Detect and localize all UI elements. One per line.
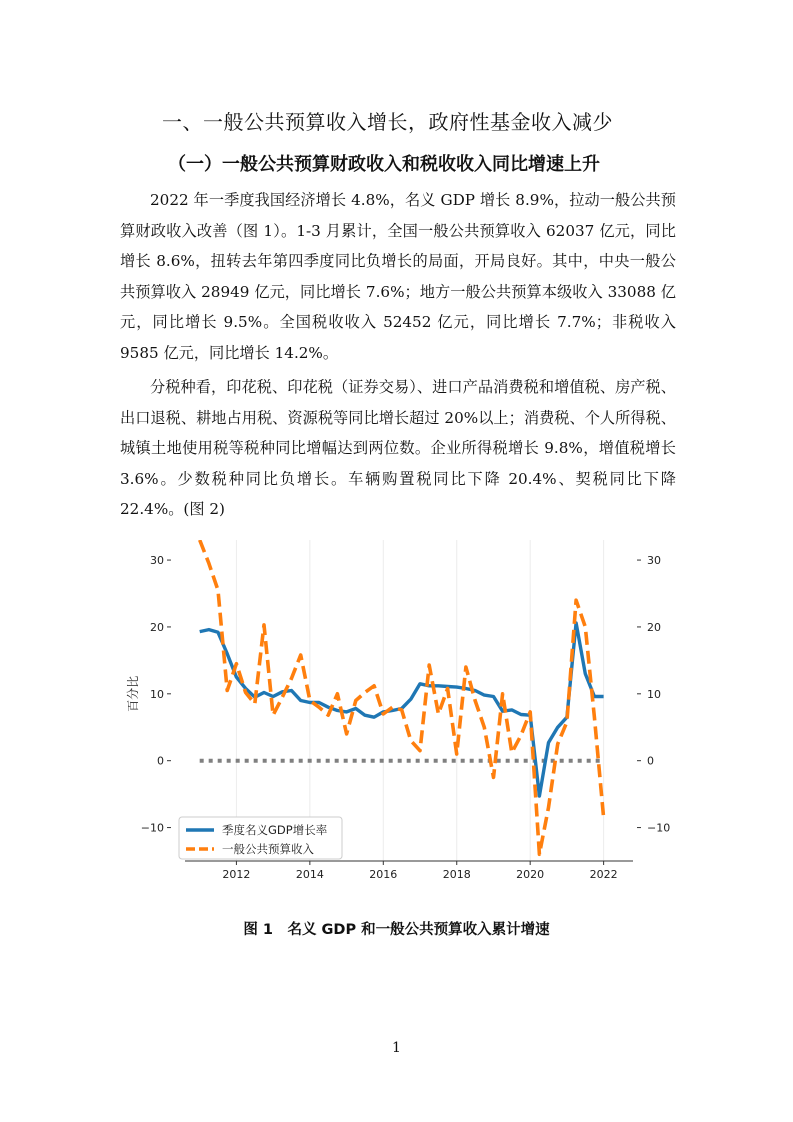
paragraph-gdp-revenue: 2022 年一季度我国经济增长 4.8%，名义 GDP 增长 8.9%，拉动一般公共预算财政收入改善（图 1）。1-3 月累计，全国一般公共预算收入 62037 亿元，同比增长 8.6%，扭转去年第四季度同比负增长的局面，开局良好。其中，中央一般公共预算收入 28949 亿元，同比增长 7.6%；地方一般公共预算本级收入 33088 亿元，同比增长 9.5%。全国税收收入 52452 亿元，同比增长 7.7%；非税收入 9585 亿元，同比增长 14.2%。: [120, 191, 676, 362]
y-tick-label-right: 30: [647, 554, 661, 568]
section-title: 一、一般公共预算收入增长，政府性基金收入减少: [162, 110, 613, 134]
y-tick-label-right: 0: [647, 754, 654, 768]
x-tick-label: 2018: [442, 868, 471, 881]
budget-revenue-series-line: [200, 540, 604, 854]
y-tick-label-left: 10: [150, 687, 164, 701]
x-tick-label: 2012: [222, 868, 251, 881]
figure-caption: 图 1 名义 GDP 和一般公共预算收入累计增速: [243, 922, 550, 938]
y-tick-label-right: 20: [647, 620, 661, 634]
page-number: 1: [392, 1040, 401, 1056]
x-tick-label: 2014: [295, 868, 324, 881]
legend-label-gdp: 季度名义GDP增长率: [222, 823, 328, 837]
growth-line-chart: [110, 540, 670, 890]
y-axis-label: 百分比: [126, 675, 140, 712]
y-tick-label-left: −10: [140, 821, 164, 835]
legend-label-revenue: 一般公共预算收入: [222, 842, 314, 856]
subsection-title: （一）一般公共预算财政收入和税收收入同比增速上升: [168, 154, 600, 175]
y-tick-label-right: 10: [647, 687, 661, 701]
x-tick-label: 2022: [589, 868, 618, 881]
x-tick-label: 2020: [516, 868, 545, 881]
y-tick-label-right: −10: [647, 821, 670, 835]
x-tick-label: 2016: [369, 868, 398, 881]
y-tick-label-left: 0: [157, 754, 164, 768]
y-tick-label-left: 30: [150, 554, 164, 568]
y-tick-label-left: 20: [150, 620, 164, 634]
paragraph-tax-types: 分税种看，印花税、印花税（证券交易）、进口产品消费税和增值税、房产税、出口退税、耕地占用税、资源税等同比增长超过 20%以上；消费税、个人所得税、城镇土地使用税等税种同比增幅达到两位数。企业所得税增长 9.8%，增值税增长 3.6%。少数税种同比负增长。车辆购置税同比下降 20.4%、契税同比下降 22.4%。(图 2): [120, 378, 676, 518]
